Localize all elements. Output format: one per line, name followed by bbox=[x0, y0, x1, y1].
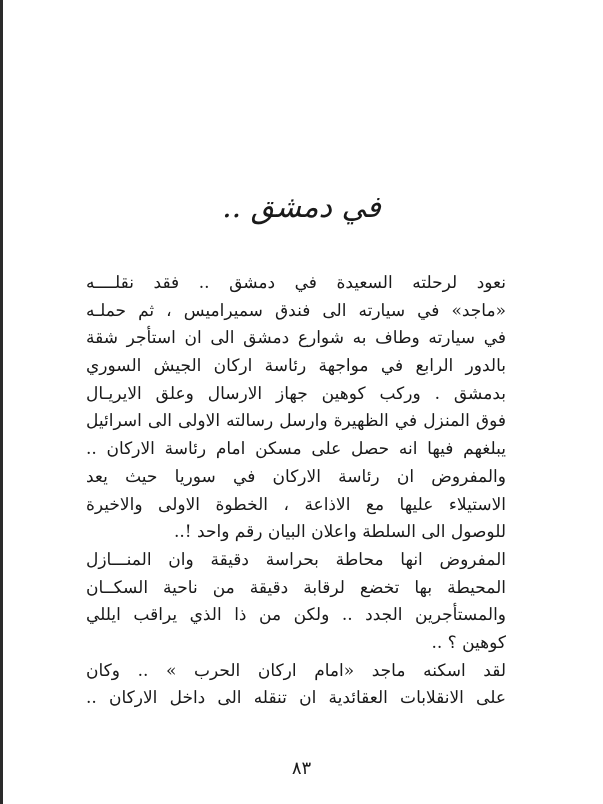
text-line: نعود لرحلته السعيدة في دمشق .. فقد نقلــــه bbox=[86, 273, 506, 293]
text-line: الاستيلاء عليها مع الاذاعة ، الخطوة الاولى والاخيرة bbox=[86, 494, 506, 515]
text-line: المحيطة بها تخضع لرقابة دقيقة من ناحية السكــان bbox=[86, 577, 506, 598]
text-line: كوهين ؟ .. bbox=[431, 632, 506, 653]
text-line: في سيارته وطاف به شوارع دمشق الى ان استأجر شقة bbox=[86, 328, 506, 349]
body-text bbox=[86, 270, 506, 713]
page-edge bbox=[0, 0, 3, 804]
text-line: والمفروض ان رئاسة الاركان في سوريا حيث يعد bbox=[86, 466, 506, 487]
text-line: والمستأجرين الجدد .. ولكن من ذا الذي يراقب ايللي bbox=[86, 605, 506, 626]
chapter-heading: في دمشق .. bbox=[222, 190, 381, 225]
text-line: بالدور الرابع في مواجهة رئاسة اركان الجيش السوري bbox=[86, 356, 506, 377]
text-line: «ماجد» في سيارته الى فندق سميراميس ، ثم حملـه bbox=[86, 300, 506, 321]
text-line: المفروض انها محاطة بحراسة دقيقة وان المنـــازل bbox=[86, 549, 506, 570]
page-number: ٨٣ bbox=[291, 758, 312, 779]
text-line: لقد اسكنه ماجد «امام اركان الحرب » .. وكان bbox=[86, 660, 506, 681]
text-line: فوق المنزل في الظهيرة وارسل رسالته الاولى الى اسرائيل bbox=[86, 411, 506, 432]
text-line: بدمشق . وركب كوهين جهاز الارسال وعلق الايريـال bbox=[86, 383, 506, 404]
text-line: للوصول الى السلطة واعلان البيان رقم واحد !.. bbox=[174, 522, 506, 543]
text-line: يبلغهم فيها انه حصل على مسكن امام رئاسة الاركان .. bbox=[86, 439, 506, 460]
text-line: على الانقلابات العقائدية ان تنقله الى داخل الاركان .. bbox=[86, 688, 506, 709]
